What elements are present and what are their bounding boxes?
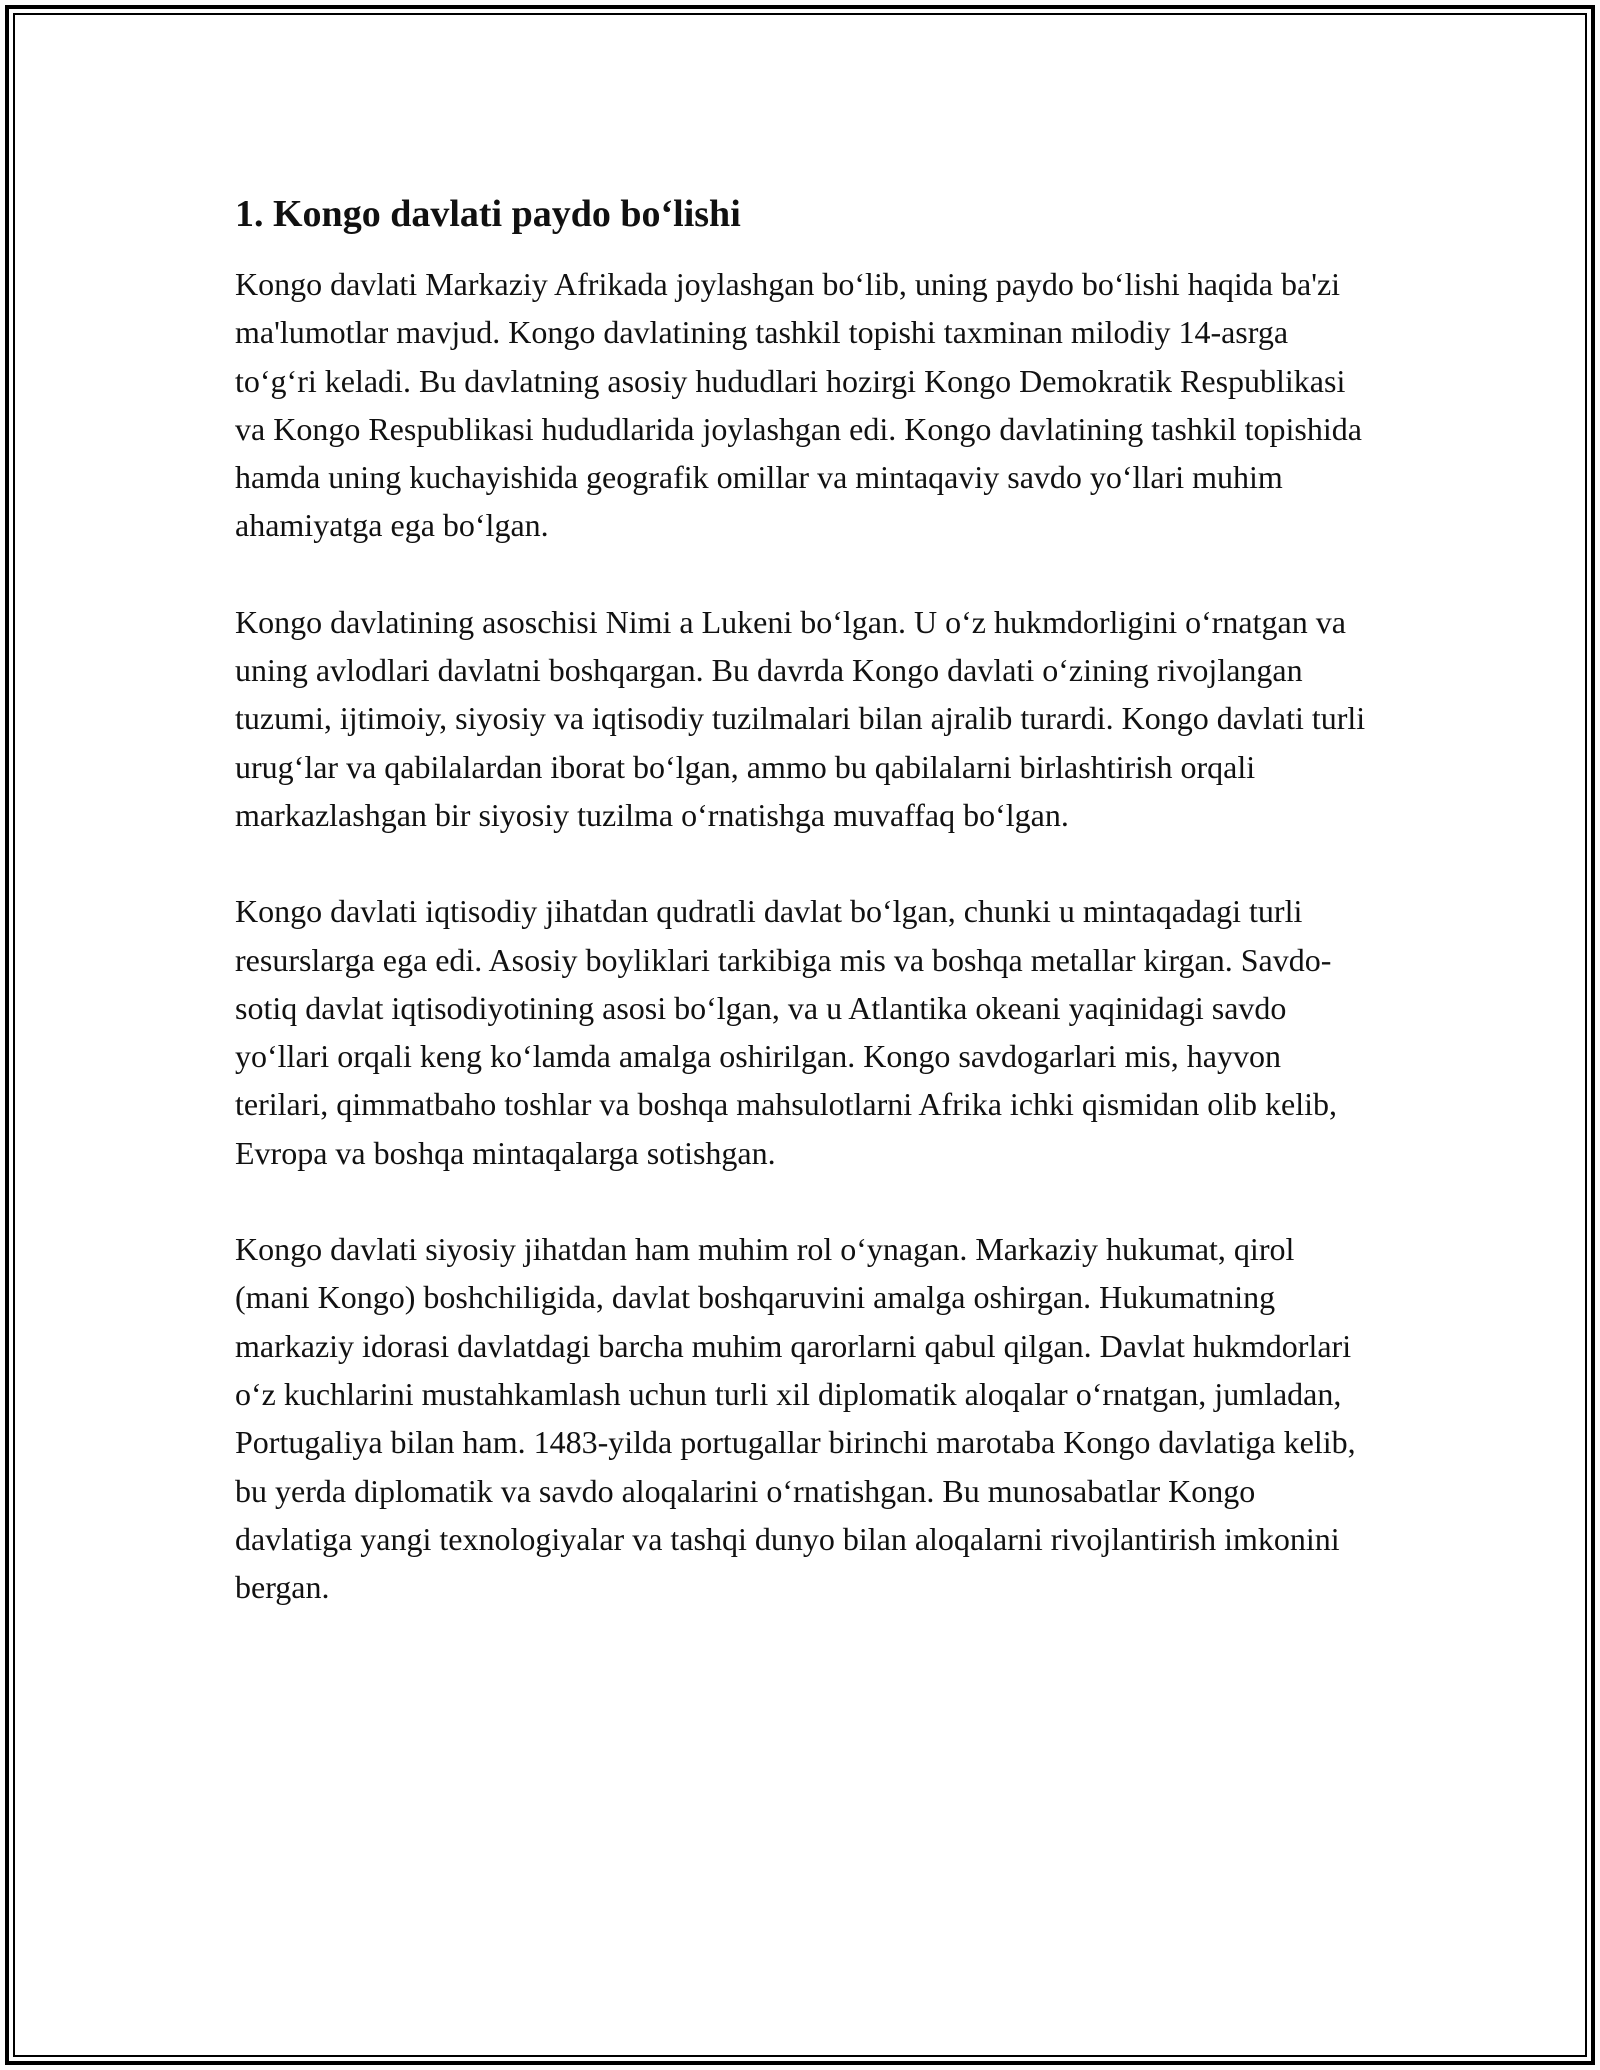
- paragraph-origin: Kongo davlati Markaziy Afrikada joylashgan bo‘lib, uning paydo bo‘lishi haqida ba'zi ma'lumotlar mavjud. Kongo davlatining tashkil topishi taxminan milodiy 14-asrga to‘g‘ri keladi. Bu davlatning asosiy hududlari hozirgi Kongo Demokratik Respublikasi va Kongo Respublikasi hududlarida joylashgan edi. Kongo davlatining tashkil topishida hamda uning kuchayishida geografik omillar va mintaqaviy savdo yo‘llari muhim ahamiyatga ega bo‘lgan.: [235, 266, 1362, 544]
- paragraph-economy: Kongo davlati iqtisodiy jihatdan qudratli davlat bo‘lgan, chunki u mintaqadagi turli resurslarga ega edi. Asosiy boyliklari tarkibiga mis va boshqa metallar kirgan. Savdo-sotiq davlat iqtisodiyotining asosi bo‘lgan, va u Atlantika okeani yaqinidagi savdo yo‘llari orqali keng ko‘lamda amalga oshirilgan. Kongo savdogarlari mis, hayvon terilari, qimmatbaho toshlar va boshqa mahsulotlarni Afrika ichki qismidan olib kelib, Evropa va boshqa mintaqalarga sotishgan.: [235, 893, 1337, 1171]
- document-body: [235, 186, 1375, 1611]
- paragraph-founder: Kongo davlatining asoschisi Nimi a Lukeni bo‘lgan. U o‘z hukmdorligini o‘rnatgan va uning avlodlari davlatni boshqargan. Bu davrda Kongo davlati o‘zining rivojlangan tuzumi, ijtimoiy, siyosiy va iqtisodiy tuzilmalari bilan ajralib turardi. Kongo davlati turli urug‘lar va qabilalardan iborat bo‘lgan, ammo bu qabilalarni birlashtirish orqali markazlashgan bir siyosiy tuzilma o‘rnatishga muvaffaq bo‘lgan.: [235, 603, 1366, 833]
- paragraph-politics: Kongo davlati siyosiy jihatdan ham muhim rol o‘ynagan. Markaziy hukumat, qirol (mani Kongo) boshchiligida, davlat boshqaruvini amalga oshirgan. Hukumatning markaziy idorasi davlatdagi barcha muhim qarorlarni qabul qilgan. Davlat hukmdorlari o‘z kuchlarini mustahkamlash uchun turli xil diplomatik aloqalar o‘rnatgan, jumladan, Portugaliya bilan ham. 1483-yilda portugallar birinchi marotaba Kongo davlatiga kelib, bu yerda diplomatik va savdo aloqalarini o‘rnatishgan. Bu munosabatlar Kongo davlatiga yangi texnologiyalar va tashqi dunyo bilan aloqalarni rivojlantirish imkonini bergan.: [235, 1231, 1356, 1606]
- section-heading: 1. Kongo davlati paydo bo‘lishi: [235, 193, 741, 235]
